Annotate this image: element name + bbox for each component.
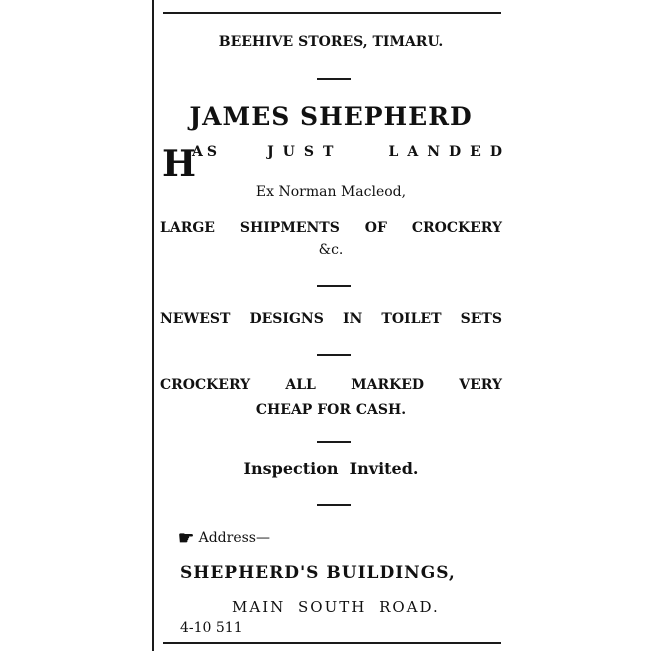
toilet-sets-line [160, 311, 502, 327]
pointing-hand-icon: ☛ [178, 528, 195, 549]
bottom-rule [163, 642, 501, 644]
store-header: BEEHIVE STORES, TIMARU. [218, 34, 444, 50]
top-rule [163, 12, 501, 14]
separator-dash [317, 285, 351, 287]
word: DESIGNS [249, 311, 324, 327]
word: VERY [459, 377, 502, 393]
etc-text: &c. [318, 242, 344, 258]
word-as: AS [192, 144, 221, 160]
word: NEWEST [160, 311, 231, 327]
word: ALL [285, 377, 316, 393]
inspection-invited: Inspection Invited. [243, 459, 419, 478]
word: MARKED [351, 377, 425, 393]
separator-dash [317, 441, 351, 443]
word: SHIPMENTS [239, 220, 340, 236]
word-landed: LANDED [388, 144, 511, 160]
merchant-name: JAMES SHEPHERD [189, 102, 473, 131]
ship-name: Ex Norman Macleod, [255, 184, 407, 200]
column-rule-left [152, 0, 154, 651]
landed-line [162, 140, 511, 185]
separator-dash [317, 78, 351, 80]
word: CROCKERY [160, 377, 251, 393]
address-line [178, 528, 270, 549]
word: IN [342, 311, 363, 327]
word-just: JUST [267, 144, 343, 160]
buildings-name: SHEPHERD'S BUILDINGS, [180, 563, 456, 583]
reference-code: 4-10 511 [180, 620, 243, 636]
shipments-line [160, 220, 502, 236]
cheap-line-2: CHEAP FOR CASH. [255, 402, 407, 418]
cheap-line-1 [160, 377, 502, 393]
word: CROCKERY [411, 220, 502, 236]
drop-cap: H [162, 143, 197, 185]
word: LARGE [160, 220, 215, 236]
separator-dash [317, 504, 351, 506]
separator-dash [317, 354, 351, 356]
road-name: MAIN SOUTH ROAD. [232, 598, 440, 616]
word: OF [364, 220, 387, 236]
word: TOILET [381, 311, 442, 327]
address-label: Address— [198, 530, 270, 546]
word: SETS [460, 311, 502, 327]
